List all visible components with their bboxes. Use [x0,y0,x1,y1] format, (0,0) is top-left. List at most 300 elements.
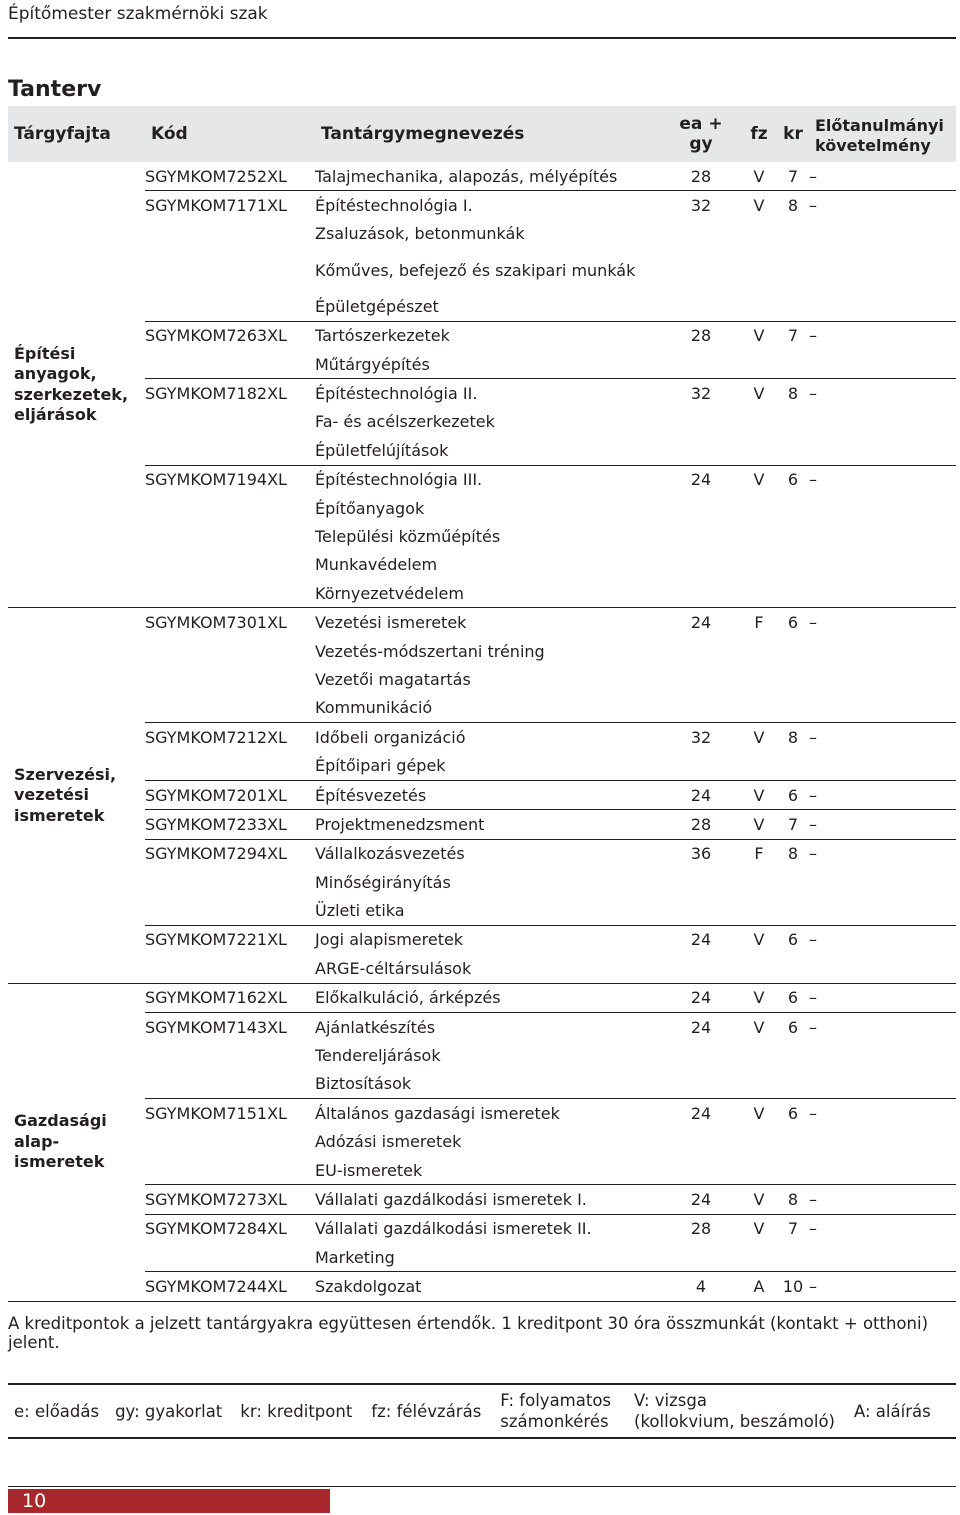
code-cell [145,637,315,665]
header-rule [8,37,956,39]
credits-cell [777,220,809,248]
credits-value: 6 [777,1099,809,1128]
hours-cell [661,292,741,321]
legend-kr: kr: kreditpont [240,1401,353,1421]
legend-a: A: aláírás [854,1401,931,1421]
topic-row [8,1243,956,1272]
subject-name: Ajánlatkészítés [315,1012,661,1041]
prereq-cell [809,248,956,292]
prereq-cell [809,1243,956,1272]
topic-name: Vezetői magatartás [315,669,471,689]
credits-value: 7 [777,810,809,839]
topic-row [8,665,956,693]
subject-row [8,1214,956,1243]
subject-row [8,465,956,494]
subject-name: Általános gazdasági ismeretek [315,1099,661,1128]
topic-name: Települési közműépítés [315,526,501,546]
subject-name: Projektmenedzsment [315,810,661,839]
exam-type: V [741,321,777,350]
subject-row [8,321,956,350]
col-header-prereq: Előtanulmányi követelmény [809,106,956,162]
topic-row [8,1128,956,1156]
exam-type: F [754,613,764,633]
topic-name: ARGE-céltársulások [315,954,661,983]
topic-row [8,1041,956,1069]
exam-type: V [753,166,765,186]
hours-value: 28 [661,1214,741,1243]
subject-code: SGYMKOM7194XL [145,465,315,494]
code-cell [145,1070,315,1099]
exam-cell [741,522,777,550]
hours-cell [661,694,741,723]
topic-name: Vezetés-módszertani tréning [315,641,545,661]
hours-value: 24 [661,1185,741,1214]
hours-cell [661,350,741,379]
credits-cell [777,551,809,579]
subject-name: Építéstechnológia II. [315,379,661,408]
credits-value: 7 [777,1214,809,1243]
prereq-value: – [809,839,956,868]
hours-cell [661,665,741,693]
prereq-value: – [809,1099,956,1128]
prereq-value: – [809,166,817,186]
subject-name: Tartószerkezetek [315,321,661,350]
subject-code: SGYMKOM7284XL [145,1214,315,1243]
hours-value: 24 [661,925,741,954]
credits-cell [777,637,809,665]
credits-value: 7 [777,321,809,350]
subject-row [8,191,956,220]
prereq-value: – [809,379,956,408]
topic-name: Fa- és acélszerkezetek [315,412,495,432]
topic-name: Munkavédelem [315,555,438,575]
exam-cell [741,665,777,693]
subject-name: Időbeli organizáció [315,723,661,752]
prereq-value: – [809,465,956,494]
code-cell [145,868,315,896]
credits-value: 10 [777,1272,809,1301]
subject-name: Vállalati gazdálkodási ismeretek I. [315,1185,661,1214]
category-cell: Építési anyagok, szerkezetek, eljárások [8,162,145,608]
code-cell [145,350,315,379]
code-cell [145,292,315,321]
subject-row [8,1185,956,1214]
hours-cell [661,522,741,550]
exam-type: V [741,465,777,494]
topic-row [8,248,956,292]
subject-row [8,780,956,809]
credits-value: 8 [777,379,809,408]
legend-f-line1: F: folyamatos [500,1391,612,1410]
hours-cell [661,579,741,608]
prereq-value: – [809,925,956,954]
exam-type: V [741,723,777,752]
topic-row [8,637,956,665]
topic-name: Minőségirányítás [315,872,451,892]
prereq-cell [809,350,956,379]
hours-value: 28 [661,321,741,350]
credits-cell [777,1041,809,1069]
subject-code: SGYMKOM7294XL [145,839,315,868]
credits-cell [777,694,809,723]
code-cell [145,1041,315,1069]
table-header-row [8,106,956,162]
topic-name: Épületgépészet [315,296,439,316]
code-cell [145,551,315,579]
exam-cell [741,896,777,925]
col-header-exam: fz [741,106,777,162]
prereq-cell [809,665,956,693]
credits-cell [777,1156,809,1185]
subject-code: SGYMKOM7151XL [145,1099,315,1128]
subject-row [8,983,956,1012]
subject-name: Szakdolgozat [315,1272,661,1301]
curriculum-table [8,106,956,1302]
topic-name: EU-ismeretek [315,1160,423,1180]
code-cell [145,694,315,723]
topic-name: Épületfelújítások [315,440,449,460]
credits-value: 6 [777,925,809,954]
subject-row [8,608,956,637]
subject-code: SGYMKOM7252XL [145,166,287,186]
prereq-cell [809,494,956,522]
subject-row [8,810,956,839]
credits-cell [777,751,809,780]
hours-cell [661,551,741,579]
exam-type: V [741,1012,777,1041]
credits-cell [777,579,809,608]
hours-cell [661,494,741,522]
exam-type: F [741,839,777,868]
credits-cell [777,896,809,925]
subject-code: SGYMKOM7221XL [145,925,315,954]
topic-name: Kőműves, befejező és szakipari munkák [315,260,636,280]
credits-value: 8 [777,723,809,752]
subject-row [8,1099,956,1128]
prereq-value: – [809,613,817,633]
prereq-cell [809,1070,956,1099]
prereq-cell [809,292,956,321]
col-header-credits: kr [777,106,809,162]
exam-type: V [741,925,777,954]
code-cell [145,522,315,550]
subject-name: Építéstechnológia I. [315,191,661,220]
topic-name: Kommunikáció [315,698,433,718]
exam-cell [741,220,777,248]
category-cell: Szervezési, vezetési ismeretek [8,608,145,983]
hours-cell [661,220,741,248]
prereq-cell [809,408,956,436]
credits-value: 8 [777,839,809,868]
credits-cell [777,292,809,321]
topic-name: Környezetvédelem [315,579,661,608]
exam-cell [741,350,777,379]
topic-row [8,579,956,608]
hours-value: 36 [661,839,741,868]
topic-name: Marketing [315,1247,395,1267]
prereq-value: – [809,1272,956,1301]
subject-row [8,1272,956,1301]
abbreviation-legend [8,1383,956,1439]
code-cell [145,1156,315,1185]
subject-name: Építéstechnológia III. [315,465,661,494]
exam-cell [741,494,777,522]
subject-name: Vállalati gazdálkodási ismeretek II. [315,1214,661,1243]
prereq-value: – [809,723,956,752]
credits-value: 6 [787,613,799,633]
code-cell [145,494,315,522]
prereq-cell [809,579,956,608]
hours-cell [661,868,741,896]
col-header-hours: ea + gy [661,106,741,162]
prereq-value: – [809,1214,956,1243]
hours-cell [661,436,741,465]
subject-code: SGYMKOM7171XL [145,191,315,220]
topic-name: Építőanyagok [315,498,425,518]
exam-cell [741,551,777,579]
exam-type: A [741,1272,777,1301]
subject-name: Építésvezetés [315,780,661,809]
footer-rule [8,1486,956,1487]
credit-note: A kreditpontok a jelzett tantárgyakra együttesen értendők. 1 kreditpont 30 óra összmunkát (kontakt + otthoni) jelent. [8,1314,929,1352]
prereq-cell [809,751,956,780]
subject-code: SGYMKOM7182XL [145,379,315,408]
credits-cell [777,1128,809,1156]
exam-cell [741,1243,777,1272]
exam-type: V [741,1185,777,1214]
subject-name: Vállalkozásvezetés [315,839,661,868]
exam-cell [741,579,777,608]
prereq-cell [809,896,956,925]
subject-row [8,162,956,191]
credits-cell [777,248,809,292]
prereq-value: – [809,988,817,1008]
legend-gy: gy: gyakorlat [115,1401,223,1421]
hours-value: 32 [661,723,741,752]
exam-type: V [741,191,777,220]
subject-name: Előkalkuláció, árképzés [315,988,501,1008]
col-header-category: Tárgyfajta [8,106,145,162]
subject-code: SGYMKOM7301XL [145,613,287,633]
exam-cell [741,954,777,983]
topic-row [8,408,956,436]
exam-cell [741,751,777,780]
credits-value: 6 [777,465,809,494]
subject-code: SGYMKOM7244XL [145,1272,315,1301]
credits-cell [777,1243,809,1272]
hours-cell [661,1156,741,1185]
prereq-value: – [809,1185,956,1214]
subject-code: SGYMKOM7263XL [145,321,315,350]
topic-row [8,220,956,248]
topic-row [8,494,956,522]
exam-cell [741,1070,777,1099]
exam-cell [741,637,777,665]
legend-e: e: előadás [14,1401,100,1421]
code-cell [145,1243,315,1272]
topic-row [8,551,956,579]
subject-name: Talajmechanika, alapozás, mélyépítés [315,166,618,186]
credits-value: 6 [777,780,809,809]
hours-cell [661,954,741,983]
credits-value: 6 [777,1012,809,1041]
section-heading: Tanterv [8,77,102,102]
exam-type: V [741,780,777,809]
subject-code: SGYMKOM7233XL [145,810,315,839]
hours-value: 24 [661,1099,741,1128]
subject-row [8,723,956,752]
credits-cell [777,665,809,693]
page-number: 10 [22,1490,47,1512]
topic-row [8,1156,956,1185]
credits-value: 6 [787,988,799,1008]
topic-name: Adózási ismeretek [315,1132,462,1152]
legend-v-line1: V: vizsga [634,1391,707,1410]
topic-name: Zsaluzások, betonmunkák [315,224,525,244]
code-cell [145,408,315,436]
legend-f-line2: számonkérés [500,1412,609,1431]
hours-cell [661,1041,741,1069]
credits-cell [777,522,809,550]
page-number-tab [8,1489,330,1513]
prereq-value: – [809,810,956,839]
subject-code: SGYMKOM7201XL [145,780,315,809]
hours-value: 24 [690,613,712,633]
topic-name: Biztosítások [315,1074,412,1094]
subject-code: SGYMKOM7273XL [145,1185,315,1214]
subject-name: Jogi alapismeretek [315,925,661,954]
hours-value: 32 [661,191,741,220]
credits-cell [777,954,809,983]
topic-row [8,1070,956,1099]
exam-cell [741,694,777,723]
prereq-value: – [809,191,956,220]
topic-row [8,522,956,550]
hours-cell [661,1243,741,1272]
legend-v-line2: (kollokvium, beszámoló) [634,1412,835,1431]
subject-row [8,839,956,868]
prereq-cell [809,954,956,983]
exam-type: V [741,1099,777,1128]
exam-type: V [741,1214,777,1243]
hours-value: 32 [661,379,741,408]
topic-row [8,751,956,780]
exam-cell [741,1041,777,1069]
hours-value: 28 [661,810,741,839]
credits-cell [777,1070,809,1099]
legend-f [500,1390,611,1432]
credits-cell [777,436,809,465]
hours-value: 24 [661,1012,741,1041]
credits-value: 8 [777,1185,809,1214]
prereq-cell [809,868,956,896]
col-header-name: Tantárgymegnevezés [315,106,661,162]
prereq-value: – [809,780,956,809]
topic-name: Építőipari gépek [315,756,446,776]
credits-cell [777,350,809,379]
legend-fz: fz: félévzárás [371,1401,482,1421]
prereq-cell [809,1041,956,1069]
subject-row [8,1012,956,1041]
prereq-value: – [809,321,956,350]
topic-name: Műtárgyépítés [315,354,430,374]
exam-cell [741,408,777,436]
hours-cell [661,248,741,292]
code-cell [145,954,315,983]
topic-row [8,436,956,465]
exam-type: V [741,810,777,839]
code-cell [145,248,315,292]
exam-type: V [753,988,765,1008]
hours-cell [661,637,741,665]
hours-value: 24 [690,988,712,1008]
code-cell [145,436,315,465]
credits-cell [777,494,809,522]
running-head: Építőmester szakmérnöki szak [8,4,268,24]
exam-cell [741,1156,777,1185]
hours-value: 24 [661,780,741,809]
topic-name: Tendereljárások [315,1046,441,1066]
topic-row [8,694,956,723]
hours-value: 4 [661,1272,741,1301]
hours-cell [661,751,741,780]
topic-row [8,868,956,896]
credits-cell [777,408,809,436]
code-cell [145,1128,315,1156]
subject-row [8,379,956,408]
prereq-value: – [809,1012,956,1041]
hours-value: 28 [690,166,712,186]
subject-row [8,925,956,954]
prereq-cell [809,522,956,550]
credits-value: 7 [787,166,799,186]
subject-code: SGYMKOM7143XL [145,1012,315,1041]
exam-cell [741,436,777,465]
subject-code: SGYMKOM7212XL [145,723,315,752]
credits-cell [777,868,809,896]
hours-cell [661,896,741,925]
hours-cell [661,408,741,436]
prereq-cell [809,220,956,248]
col-header-code: Kód [145,106,315,162]
legend-v [634,1390,835,1432]
prereq-cell [809,1156,956,1185]
topic-row [8,292,956,321]
hours-value: 24 [661,465,741,494]
topic-row [8,896,956,925]
hours-cell [661,1070,741,1099]
code-cell [145,220,315,248]
code-cell [145,579,315,608]
prereq-cell [809,551,956,579]
category-cell: Gazdasági alap-ismeretek [8,983,145,1301]
topic-name: Üzleti etika [315,901,405,921]
exam-cell [741,868,777,896]
prereq-cell [809,436,956,465]
prereq-cell [809,694,956,723]
exam-cell [741,292,777,321]
code-cell [145,896,315,925]
exam-type: V [741,379,777,408]
credits-value: 8 [777,191,809,220]
subject-name: Vezetési ismeretek [315,613,467,633]
exam-cell [741,248,777,292]
code-cell [145,751,315,780]
code-cell [145,665,315,693]
prereq-cell [809,1128,956,1156]
topic-row [8,350,956,379]
hours-cell [661,1128,741,1156]
